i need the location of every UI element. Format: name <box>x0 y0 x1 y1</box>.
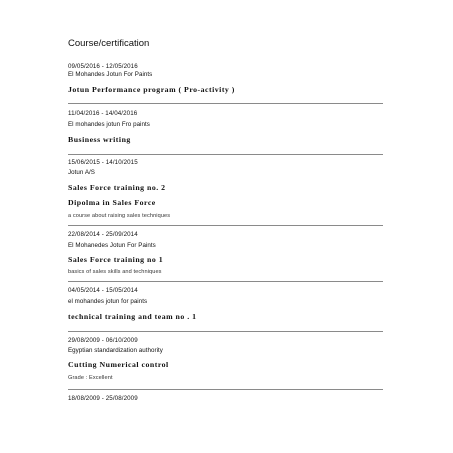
divider-line <box>68 389 383 390</box>
entry-date: 15/06/2015 - 14/10/2015 <box>68 159 138 166</box>
entry-date: 22/08/2014 - 25/09/2014 <box>68 231 138 238</box>
entry-organization: Egyptian standardization authority <box>68 346 163 354</box>
divider-line <box>68 281 383 282</box>
divider-line <box>68 103 383 104</box>
course-entry <box>68 395 386 403</box>
course-entry <box>68 231 386 276</box>
entry-date: 18/08/2009 - 25/08/2009 <box>68 395 138 402</box>
entry-organization: El Mohanedes Jotun For Paints <box>68 241 156 249</box>
entry-organization: el mohandes jotun for paints <box>68 297 148 305</box>
course-certification-section <box>68 38 386 403</box>
course-name: Jotun Performance program ( Pro-activity ) <box>68 85 235 94</box>
entry-organization: Jotun A/S <box>68 168 95 176</box>
divider-line <box>68 154 383 155</box>
course-entry <box>68 159 386 220</box>
course-name: Sales Force training no. 2 <box>68 183 166 192</box>
entry-date: 29/08/2009 - 06/10/2009 <box>68 337 138 344</box>
course-name: technical training and team no . 1 <box>68 312 197 321</box>
course-entry <box>68 287 386 322</box>
course-description: Grade : Excellent <box>68 375 113 381</box>
course-name: Dipolma in Sales Force <box>68 198 156 207</box>
course-name: Sales Force training no 1 <box>68 255 164 264</box>
course-name: Cutting Numerical control <box>68 360 169 369</box>
entry-date: 09/05/2016 - 12/05/2016 <box>68 63 138 70</box>
course-entry <box>68 337 386 382</box>
course-description: basics of sales skills and techniques <box>68 269 162 275</box>
entry-organization: El Mohandes Jotun For Paints <box>68 70 153 78</box>
course-description: a course about raising sales techniques <box>68 213 171 219</box>
course-entry <box>68 110 386 145</box>
course-entry <box>68 63 386 95</box>
entry-organization: El mohandes jotun Fro paints <box>68 120 150 128</box>
course-name: Business writing <box>68 135 131 144</box>
section-title: Course/certification <box>68 38 150 49</box>
entry-date: 11/04/2016 - 14/04/2016 <box>68 110 138 117</box>
divider-line <box>68 331 383 332</box>
entry-date: 04/05/2014 - 15/05/2014 <box>68 287 138 294</box>
divider-line <box>68 225 383 226</box>
